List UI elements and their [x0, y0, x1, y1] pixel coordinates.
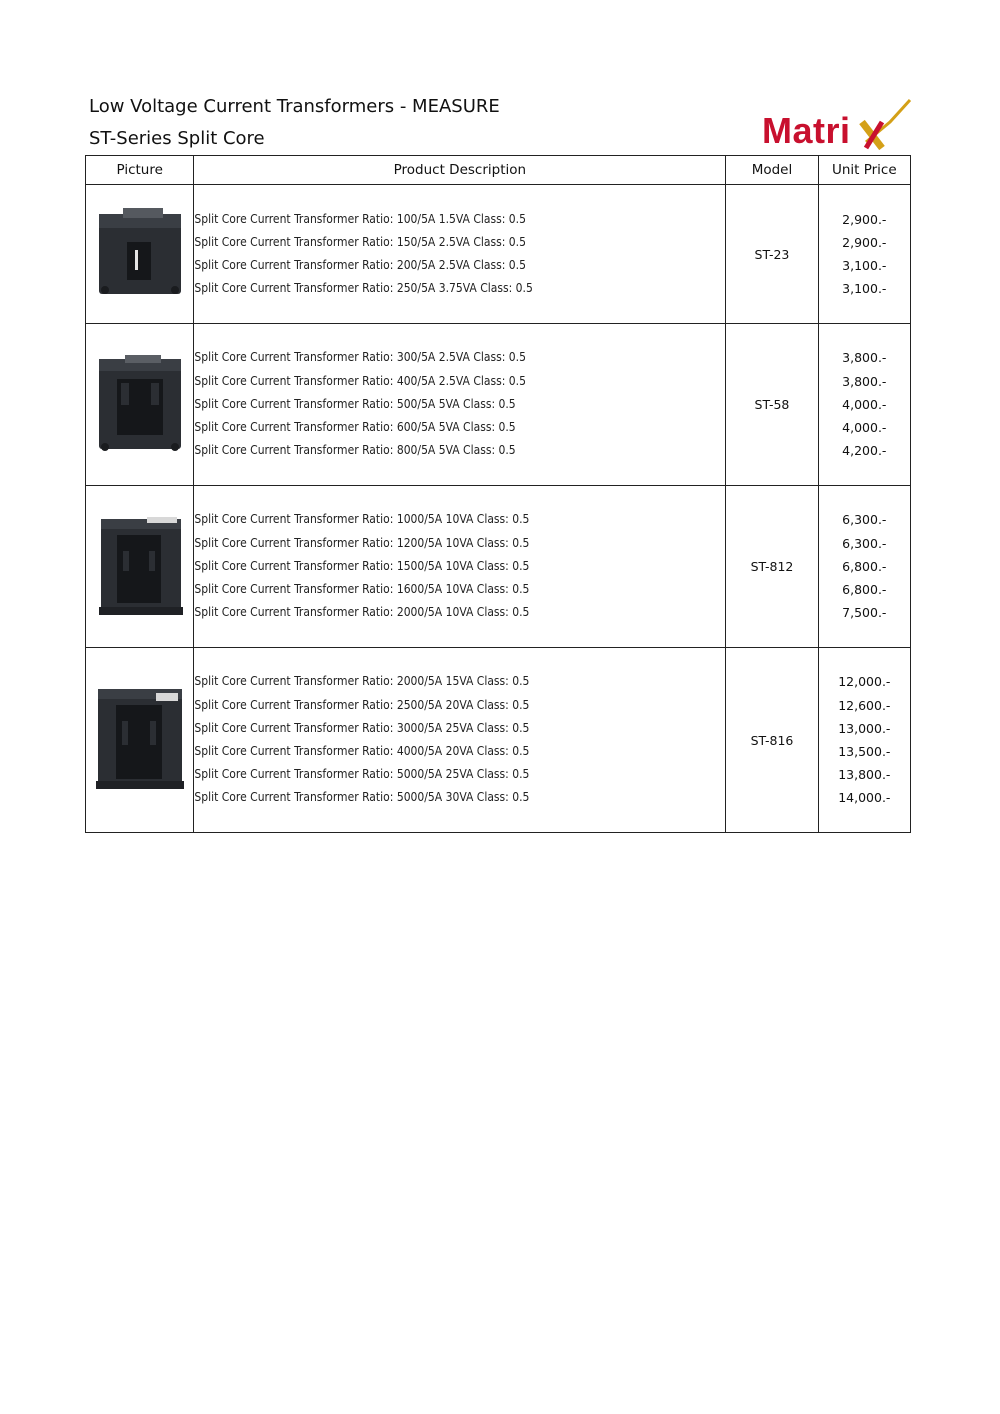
- unit-price: 12,000.-: [838, 674, 891, 690]
- description-line: Split Core Current Transformer Ratio: 300/5A 2.5VA Class: 0.5: [194, 350, 526, 365]
- description-line: Split Core Current Transformer Ratio: 4000/5A 20VA Class: 0.5: [194, 744, 530, 758]
- unit-price: 3,800.-: [842, 373, 887, 389]
- column-header-picture: Picture: [86, 156, 194, 185]
- page-title: Low Voltage Current Transformers - MEASURE: [89, 96, 500, 117]
- model-cell: ST-23: [726, 185, 818, 324]
- price-cell: [818, 185, 910, 324]
- description-line: Split Core Current Transformer Ratio: 5000/5A 30VA Class: 0.5: [194, 790, 530, 805]
- unit-price: 6,300.-: [842, 512, 887, 528]
- product-picture-cell: [86, 648, 194, 833]
- description-cell: [194, 486, 726, 648]
- table-row: [86, 648, 911, 833]
- description-line: Split Core Current Transformer Ratio: 2500/5A 20VA Class: 0.5: [194, 697, 530, 712]
- description-line: Split Core Current Transformer Ratio: 1500/5A 10VA Class: 0.5: [194, 558, 530, 573]
- unit-price: 4,000.-: [842, 396, 887, 412]
- unit-price: 7,500.-: [842, 605, 887, 621]
- unit-price: 3,100.-: [842, 258, 887, 273]
- split-core-ct-small-icon: [95, 206, 185, 302]
- column-header-price: Unit Price: [818, 156, 910, 185]
- model-cell: ST-812: [726, 486, 818, 648]
- unit-price: 6,800.-: [842, 558, 887, 574]
- matrix-logo: [762, 98, 912, 154]
- unit-price: 2,900.-: [842, 234, 887, 250]
- price-cell: [818, 324, 910, 486]
- column-header-model: Model: [726, 156, 818, 185]
- description-line: Split Core Current Transformer Ratio: 3000/5A 25VA Class: 0.5: [194, 720, 530, 735]
- split-core-ct-medium-icon: [95, 353, 185, 457]
- column-header-description: Product Description: [194, 156, 726, 185]
- description-cell: [194, 185, 726, 324]
- price-cell: [818, 648, 910, 833]
- unit-price: 13,800.-: [838, 767, 891, 783]
- product-picture-cell: [86, 486, 194, 648]
- table-row: [86, 324, 911, 486]
- description-line: Split Core Current Transformer Ratio: 2000/5A 15VA Class: 0.5: [194, 674, 530, 689]
- description-line: Split Core Current Transformer Ratio: 1600/5A 10VA Class: 0.5: [194, 582, 530, 597]
- description-line: Split Core Current Transformer Ratio: 100/5A 1.5VA Class: 0.5: [194, 211, 526, 226]
- table-row: [86, 486, 911, 648]
- unit-price: 2,900.-: [842, 211, 887, 227]
- unit-price: 4,000.-: [842, 420, 887, 436]
- product-picture-cell: [86, 324, 194, 486]
- model-cell: ST-816: [726, 648, 818, 833]
- description-line: Split Core Current Transformer Ratio: 1000/5A 10VA Class: 0.5: [194, 512, 530, 527]
- unit-price: 13,500.-: [838, 744, 891, 759]
- unit-price: 3,100.-: [842, 281, 887, 297]
- table-header-row: [86, 156, 911, 185]
- unit-price: 13,000.-: [838, 720, 891, 736]
- description-line: Split Core Current Transformer Ratio: 800/5A 5VA Class: 0.5: [194, 443, 516, 458]
- unit-price: 4,200.-: [842, 443, 887, 459]
- description-line: Split Core Current Transformer Ratio: 150/5A 2.5VA Class: 0.5: [194, 234, 526, 249]
- description-line: Split Core Current Transformer Ratio: 600/5A 5VA Class: 0.5: [194, 420, 516, 435]
- description-line: Split Core Current Transformer Ratio: 2000/5A 10VA Class: 0.5: [194, 605, 530, 620]
- unit-price: 6,300.-: [842, 535, 887, 551]
- split-core-ct-large-icon: [95, 515, 185, 619]
- unit-price: 6,800.-: [842, 582, 887, 598]
- product-picture-cell: [86, 185, 194, 324]
- logo-wordmark: Matri: [762, 110, 851, 151]
- description-line: Split Core Current Transformer Ratio: 5000/5A 25VA Class: 0.5: [194, 767, 530, 782]
- unit-price: 14,000.-: [838, 790, 891, 806]
- price-table: [85, 155, 911, 833]
- description-cell: [194, 648, 726, 833]
- price-cell: [818, 486, 910, 648]
- split-core-ct-xlarge-icon: [94, 685, 186, 795]
- description-line: Split Core Current Transformer Ratio: 250/5A 3.75VA Class: 0.5: [194, 281, 533, 296]
- description-line: Split Core Current Transformer Ratio: 200/5A 2.5VA Class: 0.5: [194, 258, 526, 272]
- description-line: Split Core Current Transformer Ratio: 1200/5A 10VA Class: 0.5: [194, 535, 530, 550]
- description-line: Split Core Current Transformer Ratio: 500/5A 5VA Class: 0.5: [194, 396, 516, 411]
- unit-price: 12,600.-: [838, 697, 891, 713]
- description-cell: [194, 324, 726, 486]
- unit-price: 3,800.-: [842, 350, 887, 366]
- page-subtitle: ST-Series Split Core: [89, 128, 265, 149]
- description-line: Split Core Current Transformer Ratio: 400/5A 2.5VA Class: 0.5: [194, 373, 526, 388]
- table-row: [86, 185, 911, 324]
- model-cell: ST-58: [726, 324, 818, 486]
